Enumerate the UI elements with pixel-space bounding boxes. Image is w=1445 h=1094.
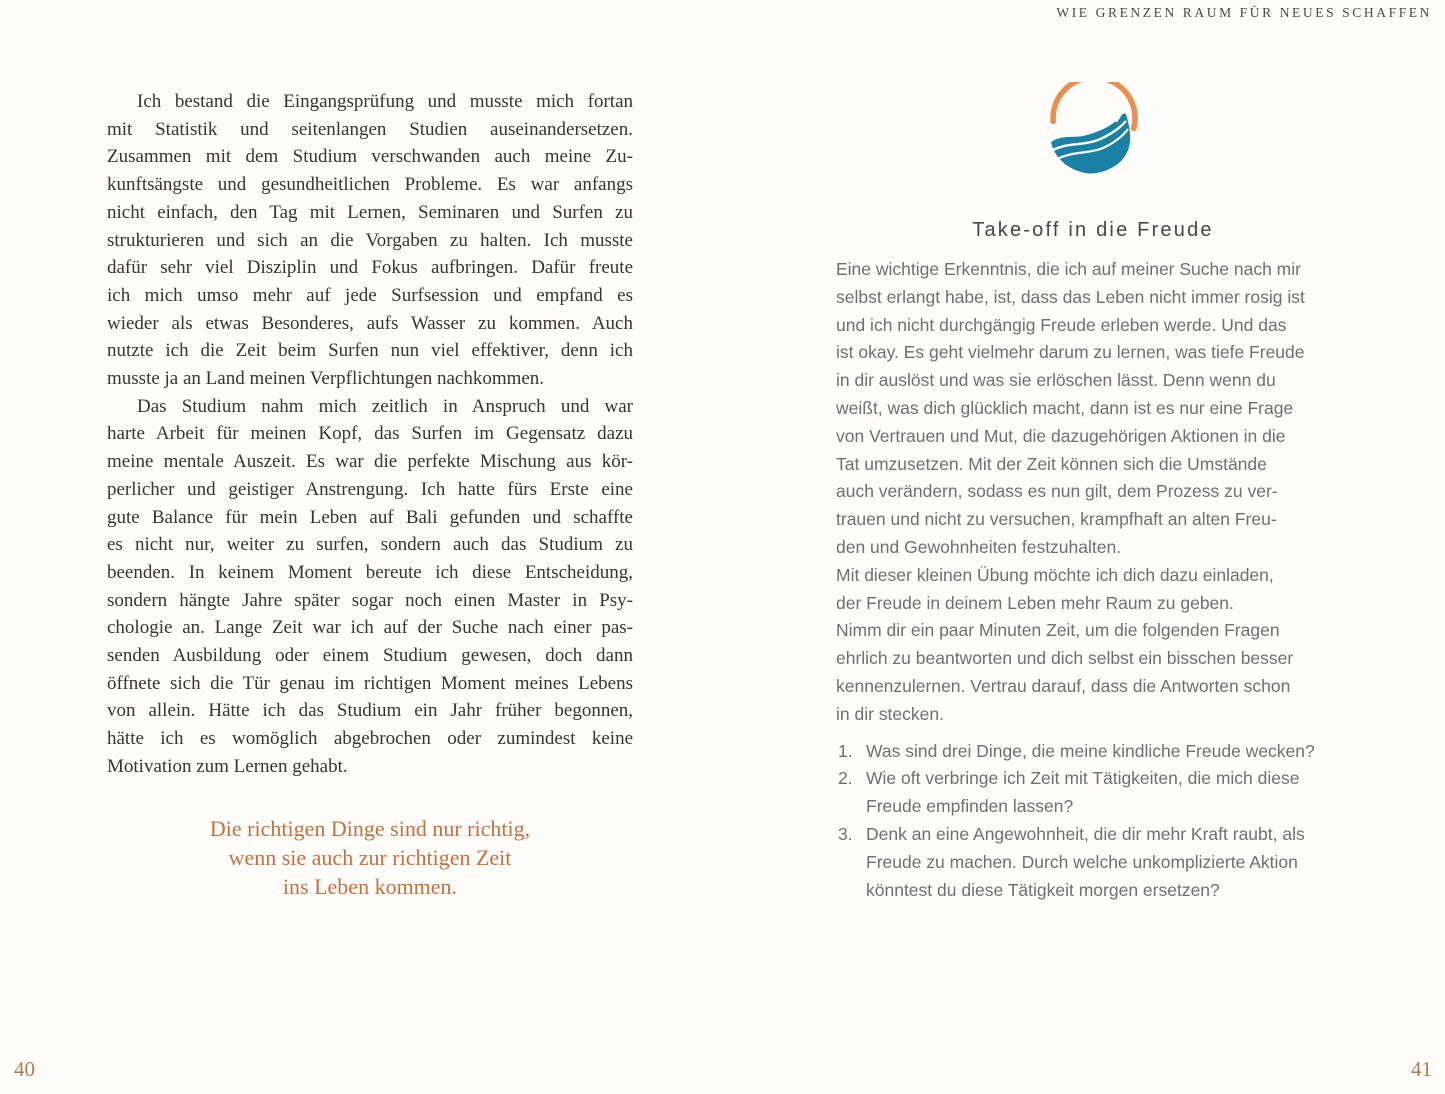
running-header: WIE GRENZEN RAUM FÜR NEUES SCHAFFEN	[1056, 5, 1432, 20]
section-body: Eine wichtige Erkenntnis, die ich auf meiner Suche nach mir selbst erlangt habe, ist, dass das Leben nicht immer rosig ist und ich nicht durchgängig Freude erleben werde. Und das ist okay. Es geht vielmehr darum zu lernen, was tiefe Freude in dir auslöst und was sie erlöschen lässt. Denn wenn du weißt, was dich glücklich macht, dann ist es nur eine Frage von Vertrauen und Mut, die dazugehörigen Aktionen in die Tat umzusetzen. Mit der Zeit können sich die Umstände auch verändern, sodass es nun gilt, dem Prozess zu ver- trauen und nicht zu versuchen, krampfhaft an alten Freu- den und Gewohnheiten festzuhalten. Mit dieser kleinen Übung möchte ich dich dazu einladen, der Freude in deinem Leben mehr Raum zu geben. Nimm dir ein paar Minuten Zeit, um die folgenden Fragen ehrlich zu beantworten und dich selbst ein bisschen besser kennenzulernen. Vertrau darauf, dass die Antworten schon in dir stecken.	[836, 259, 1305, 724]
sun-wave-logo-icon	[836, 82, 1350, 182]
right-page-text-column	[836, 82, 1350, 904]
question-text-2: Wie oft verbringe ich Zeit mit Tätigkeiten, die mich diese Freude empfinden lassen?	[866, 768, 1300, 817]
wave-shape	[1051, 114, 1130, 174]
question-text-1: Was sind drei Dinge, die meine kindliche Freude wecken?	[866, 740, 1315, 761]
question-number-2: 2.	[838, 768, 853, 789]
page-number-right: 41	[1411, 1057, 1432, 1081]
exercise-question-list	[836, 738, 1350, 905]
body-paragraph-2: Das Studium nahm mich zeitlich in Anspruch und war harte Arbeit für meinen Kopf, das Surfen im Gegensatz dazu meine mentale Auszeit. Es war die perfekte Mischung aus kör- perlicher und geistiger Anstrengung. Ich hatte fürs Erste eine gute Balance für mein Leben auf Bali gefunden und schaffte es nicht nur, weiter zu surfen, sondern auch das Studium zu beenden. In keinem Moment bereute ich diese Entscheidung, sondern hängte Jahre später sogar noch einen Master in Psy- chologie an. Lange Zeit war ich auf der Suche nach einer pas- senden Ausbildung oder einem Studium gewesen, doch dann öffnete sich die Tür genau im richtigen Moment meines Lebens von allein. Hätte ich das Studium ein Jahr früher begonnen, hätte ich es womöglich abgebrochen oder zumindest keine Motivation zum Lernen gehabt.	[107, 395, 633, 777]
question-item-2	[836, 765, 1350, 821]
question-number-3: 3.	[838, 823, 853, 844]
question-item-3	[836, 821, 1350, 904]
question-item-1	[836, 738, 1350, 766]
question-text-3: Denk an eine Angewohnheit, die dir mehr Kraft raubt, als Freude zu machen. Durch welche unkomplizierte Aktion könntest du diese Tätigkeit morgen ersetzen?	[866, 823, 1305, 900]
question-number-1: 1.	[838, 740, 853, 761]
pull-quote: Die richtigen Dinge sind nur richtig, wenn sie auch zur richtigen Zeit ins Leben kommen.	[209, 815, 531, 899]
page-number-left: 40	[14, 1057, 35, 1081]
section-title: Take-off in die Freude	[972, 219, 1214, 241]
body-paragraph-1: Ich bestand die Eingangsprüfung und musste mich fortan mit Statistik und seitenlangen Studien auseinandersetzen. Zusammen mit dem Studium verschwanden auch meine Zu- kunftsängste und gesundheitlichen Probleme. Es war anfangs nicht einfach, den Tag mit Lernen, Seminaren und Surfen zu strukturieren und sich an die Vorgaben zu halten. Ich musste dafür sehr viel Disziplin und Fokus aufbringen. Dafür freute ich mich umso mehr auf jede Surfsession und empfand es wieder als etwas Besonderes, aufs Wasser zu kommen. Auch nutzte ich die Zeit beim Surfen nun viel effektiver, denn ich musste ja an Land meinen Verpflichtungen nachkommen.	[107, 91, 633, 390]
left-page-text-column	[107, 88, 633, 901]
